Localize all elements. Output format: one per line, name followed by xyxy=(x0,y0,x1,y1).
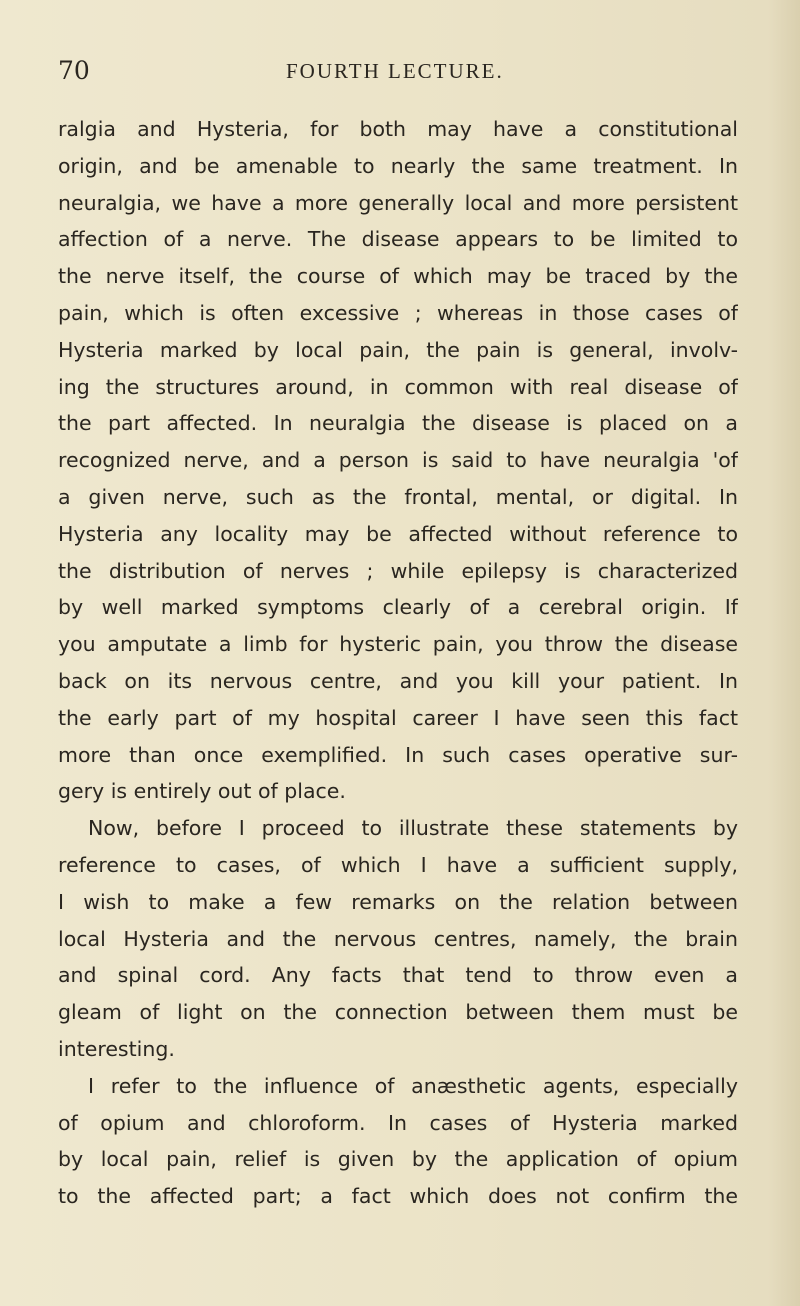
text-line: a given nerve, such as the frontal, mental, or digital. In xyxy=(58,484,738,509)
text-line: Hysteria any locality may be affected without reference to xyxy=(58,521,738,546)
text-line: gleam of light on the connection between them must be xyxy=(58,1000,738,1025)
text-line: by local pain, relief is given by the application of opium xyxy=(58,1147,738,1172)
text-line: of opium and chloroform. In cases of Hysteria marked xyxy=(58,1110,738,1135)
text-line: I refer to the influence of anæsthetic agents, especially xyxy=(88,1073,738,1098)
text-line: the distribution of nerves ; while epilepsy is characterized xyxy=(58,558,738,583)
text-line: ing the structures around, in common with real disease of xyxy=(58,374,738,399)
page-number: 70 xyxy=(58,56,90,85)
text-line: gery is entirely out of place. xyxy=(58,779,346,804)
text-line: Hysteria marked by local pain, the pain is general, involv- xyxy=(58,337,738,362)
text-line: recognized nerve, and a person is said to have neuralgia 'of xyxy=(58,448,738,473)
text-line: reference to cases, of which I have a sufficient supply, xyxy=(58,852,738,877)
text-line: more than once exemplified. In such cases operative sur- xyxy=(58,742,738,767)
text-line: I wish to make a few remarks on the relation between xyxy=(58,889,738,914)
text-line: pain, which is often excessive ; whereas in those cases of xyxy=(58,300,738,325)
text-line: by well marked symptoms clearly of a cerebral origin. If xyxy=(58,595,738,620)
text-line: affection of a nerve. The disease appears to be limited to xyxy=(58,227,738,252)
text-line: back on its nervous centre, and you kill your patient. In xyxy=(58,668,738,693)
text-line: Now, before I proceed to illustrate these statements by xyxy=(88,816,738,841)
page-header xyxy=(58,56,758,92)
text-line: the part affected. In neuralgia the disease is placed on a xyxy=(58,411,738,436)
text-line: ralgia and Hysteria, for both may have a constitutional xyxy=(58,117,738,141)
text-line: origin, and be amenable to nearly the same treatment. In xyxy=(58,153,738,178)
text-line: you amputate a limb for hysteric pain, you throw the disease xyxy=(58,632,738,657)
text-line: and spinal cord. Any facts that tend to throw even a xyxy=(58,963,738,988)
text-line: local Hysteria and the nervous centres, namely, the brain xyxy=(58,926,738,951)
text-line: neuralgia, we have a more generally local and more persistent xyxy=(58,190,738,215)
text-line: interesting. xyxy=(58,1036,175,1061)
running-head: FOURTH LECTURE. xyxy=(286,59,504,83)
body-text xyxy=(58,111,738,1215)
text-line: to the affected part; a fact which does not confirm the xyxy=(58,1184,738,1209)
text-line: the nerve itself, the course of which may be traced by the xyxy=(58,264,738,289)
text-line: the early part of my hospital career I have seen this fact xyxy=(58,705,738,730)
